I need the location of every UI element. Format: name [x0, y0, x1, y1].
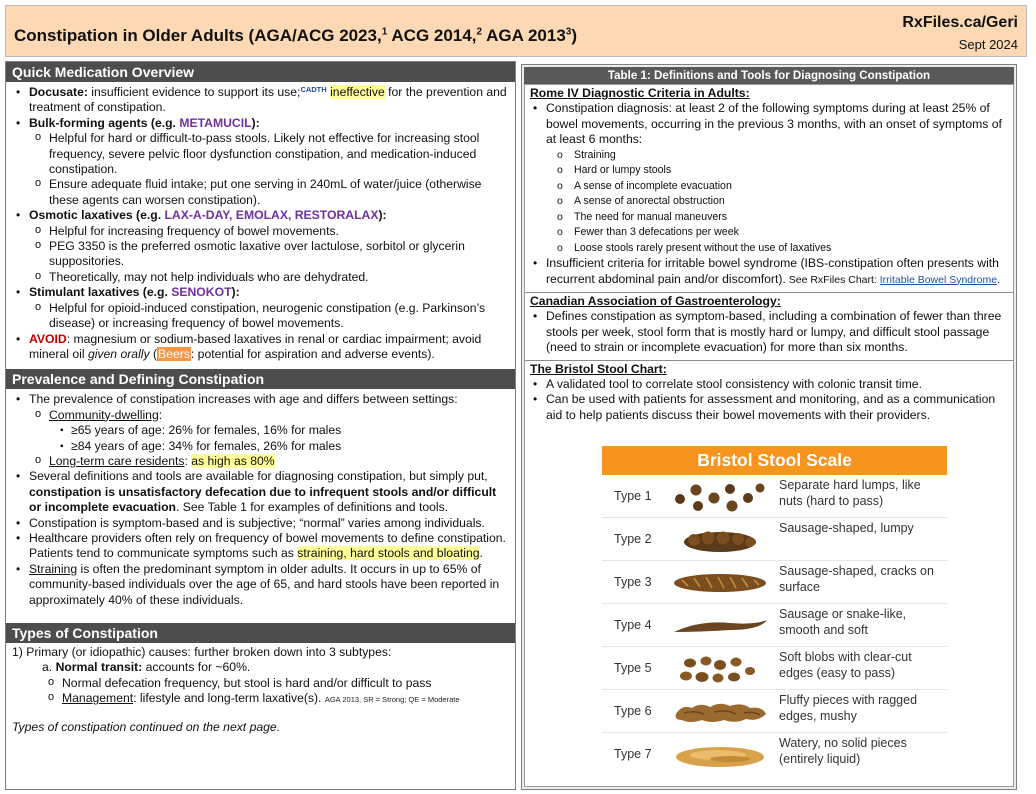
bristol-scale-title: Bristol Stool Scale — [602, 446, 947, 475]
bristol-type-desc: Soft blobs with clear-cut edges (easy to pass) — [779, 650, 912, 680]
bristol-row — [602, 733, 947, 776]
avoid-item: • AVOID: magnesium or sodium-based laxatives in renal or cardiac impairment; avoid mineral oil given orally (Beers: potential for aspiration and adverse events). — [12, 332, 509, 363]
quick-overview-heading: Quick Medication Overview — [6, 62, 515, 82]
brand-name: RxFiles.ca/Geri — [902, 14, 1018, 31]
bristol-type-label: Type 6 — [614, 704, 652, 718]
bristol-row — [602, 561, 947, 604]
bristol-point: • Can be used with patients for assessment and monitoring, and as a communication aid to help patients discuss their bowel movements with their providers. — [529, 392, 1009, 423]
bristol-type-label: Type 4 — [614, 618, 652, 632]
type5-stool-icon — [670, 651, 770, 686]
bristol-type-label: Type 7 — [614, 747, 652, 761]
normal-transit-point: o Normal defecation frequency, but stool is hard and/or difficult to pass — [42, 676, 509, 691]
bristol-type-desc: Sausage-shaped, cracks on surface — [779, 564, 934, 594]
osmotic-point: o PEG 3350 is the preferred osmotic laxative over lactulose, sorbitol or glycerin suppositories. — [29, 239, 509, 270]
bristol-type-desc: Separate hard lumps, like nuts (hard to pass) — [779, 478, 921, 508]
criterion: o A sense of incomplete evacuation — [529, 179, 1009, 195]
normal-transit: a. Normal transit: accounts for ~60%. — [42, 660, 251, 675]
bulk-point: o Helpful for hard or difficult-to-pass stools. Likely not effective for increasing stool frequency, severe pelvic floor dysfunction constipation, and medication-induced constipation. — [29, 131, 509, 177]
criterion: o Loose stools rarely present without the use of laxatives — [529, 241, 1009, 257]
criterion: o Fewer than 3 defecations per week — [529, 225, 1009, 241]
osmotic-point: o Theoretically, may not help individuals who are dehydrated. — [29, 270, 509, 285]
straining-item: • Straining is often the predominant symptom in older adults. It occurs in up to 65% of community-based individuals over the age of 65, and hard stools have been reported in approximately 40% of these individuals. — [12, 562, 509, 608]
document-header — [5, 5, 1027, 57]
bulk-point: o Ensure adequate fluid intake; put one serving in 240mL of water/juice (otherwise these agents can worsen constipation). — [29, 177, 509, 208]
type1-stool-icon — [670, 479, 770, 514]
beers-badge: Beers — [158, 346, 190, 361]
bristol-stool-scale — [602, 446, 947, 775]
bristol-type-desc: Watery, no solid pieces (entirely liquid) — [779, 736, 907, 766]
bristol-type-desc: Fluffy pieces with ragged edges, mushy — [779, 693, 918, 723]
types-section — [6, 643, 515, 738]
bristol-type-label: Type 3 — [614, 575, 652, 589]
bristol-title: The Bristol Stool Chart: — [530, 361, 667, 376]
bristol-row — [602, 604, 947, 647]
community-stat: ▪ ≥65 years of age: 26% for females, 16% for males — [29, 423, 509, 438]
bristol-row — [602, 475, 947, 518]
quick-overview-section — [6, 82, 515, 365]
types-heading: Types of Constipation — [6, 623, 515, 643]
bristol-point: • A validated tool to correlate stool consistency with colonic transit time. — [529, 377, 1009, 392]
bristol-type-label: Type 5 — [614, 661, 652, 675]
table1-heading: Table 1: Definitions and Tools for Diagnosing Constipation — [524, 67, 1014, 84]
community-dwelling: o Community-dwelling: ▪ ≥65 years of age: 26% for females, 16% for males ▪ ≥84 years of age: 34% for females, 26% for males — [29, 408, 509, 454]
stimulant-item: • Stimulant laxatives (e.g. SENOKOT): o Helpful for opioid-induced constipation, neurogenic constipation (e.g. Parkinson’s disease) or increasing frequency of bowel movements. — [12, 285, 509, 331]
criterion: o The need for manual maneuvers — [529, 210, 1009, 226]
primary-causes: 1) Primary (or idiopathic) causes: further broken down into 3 subtypes: — [12, 645, 392, 659]
type3-stool-icon — [670, 565, 770, 600]
osmotic-item: • Osmotic laxatives (e.g. LAX-A-DAY, EMOLAX, RESTORALAX): o Helpful for increasing frequency of bowel movements. o PEG 3350 is the preferred osmotic laxative over lactulose, sorbitol or glycerin suppositories. o Theoretically, may not help individuals who are dehydrated. — [12, 208, 509, 285]
criterion: o A sense of anorectal obstruction — [529, 194, 1009, 210]
frequency-item: • Healthcare providers often rely on frequency of bowel movements to define constipation. Patients tend to communicate symptoms such as straining, hard stools and bloating. — [12, 531, 509, 562]
criterion: o Straining — [529, 148, 1009, 164]
osmotic-point: o Helpful for increasing frequency of bowel movements. — [29, 224, 509, 239]
prevalence-item: • The prevalence of constipation increases with age and differs between settings: o Community-dwelling: ▪ ≥65 years of age: 26% for females, 16% for males ▪ ≥84 years of age: 34% for females, 26% for males o Long-term care residents: as high as 80% — [12, 392, 509, 469]
document-title: Constipation in Older Adults (AGA/ACG 2023,$^1$ ACG 2014,$^2$ AGA 2013$^3$) — [14, 26, 578, 45]
definition-item: • Several definitions and tools are available for diagnosing constipation, but simply put, constipation is unsatisfactory defecation due to infrequent stools and/or difficult or incomplete evacuation. See Table 1 for examples of definitions and tools. — [12, 469, 509, 515]
criterion: o Hard or lumpy stools — [529, 163, 1009, 179]
left-column — [5, 61, 516, 790]
cag-title: Canadian Association of Gastroenterology: — [530, 293, 781, 308]
docusate-item: • Docusate: insufficient evidence to support its use;$^{CADTH}$ ineffective for the prevention and treatment of constipation. — [12, 85, 509, 116]
management-point: o Management: lifestyle and long-term laxative(s). AGA 2013, SR = Strong; QE = Moderate — [42, 691, 509, 707]
cadth-ref: CADTH — [300, 85, 327, 94]
rome-iv-title: Rome IV Diagnostic Criteria in Adults: — [530, 86, 750, 100]
bristol-row — [602, 518, 947, 561]
community-stat: ▪ ≥84 years of age: 34% for females, 26% for males — [29, 439, 509, 454]
prevalence-heading: Prevalence and Defining Constipation — [6, 369, 515, 389]
ibs-note: • Insufficient criteria for irritable bowel syndrome (IBS-constipation often presents with recurrent abdominal pain and/or discomfort). See RxFiles Chart: Irritable Bowel Syndrome. — [529, 256, 1009, 288]
bristol-row — [602, 647, 947, 690]
bulk-forming-item: • Bulk-forming agents (e.g. METAMUCIL): o Helpful for hard or difficult-to-pass stools. Likely not effective for increasing stool frequency, severe pelvic floor dysfunction constipation, and medication-induced constipation. o Ensure adequate fluid intake; put one serving in 240mL of water/juice (otherwise these agents can worsen constipation). — [12, 116, 509, 208]
stimulant-point: o Helpful for opioid-induced constipation, neurogenic constipation (e.g. Parkinson’s disease) or increasing frequency of bowel movements. — [29, 301, 509, 332]
prevalence-section — [6, 389, 515, 611]
cag-definition: • Defines constipation as symptom-based, including a combination of fewer than three stools per week, stool form that is mostly hard or lumpy, and difficult stool passage (need to strain or incomplete evacuation) for more than six months. — [529, 309, 1009, 355]
continued-note: Types of constipation continued on the next page. — [12, 719, 281, 734]
type2-stool-icon — [670, 522, 770, 557]
cag-section — [525, 293, 1013, 360]
ltc-residents: o Long-term care residents: as high as 80% — [29, 454, 509, 469]
publication-date: Sept 2024 — [958, 37, 1018, 52]
ibs-chart-link[interactable]: Irritable Bowel Syndrome — [879, 273, 998, 286]
bristol-row — [602, 690, 947, 733]
bristol-type-label: Type 1 — [614, 489, 652, 503]
rome-diagnosis: • Constipation diagnosis: at least 2 of the following symptoms during at least 25% of bowel movements, occurring in the previous 3 months, with an onset of symptoms of at least 6 months: o Straining o Hard or lumpy stools o A sense of incomplete evacuation o A sense of anorectal obstruction o The need for manual maneuvers o Fewer than 3 defecations per week o Loose stools rarely present without the use of laxatives — [529, 101, 1009, 256]
rome-iv-section — [525, 85, 1013, 292]
bristol-section — [525, 361, 1013, 428]
bristol-type-label: Type 2 — [614, 532, 652, 546]
type4-stool-icon — [670, 608, 770, 643]
type7-stool-icon — [670, 737, 770, 772]
bristol-type-desc: Sausage-shaped, lumpy — [779, 521, 914, 535]
type6-stool-icon — [670, 694, 770, 729]
subjective-item: • Constipation is symptom-based and is subjective; “normal” varies among individuals. — [12, 516, 509, 531]
bristol-type-desc: Sausage or snake-like, smooth and soft — [779, 607, 907, 637]
